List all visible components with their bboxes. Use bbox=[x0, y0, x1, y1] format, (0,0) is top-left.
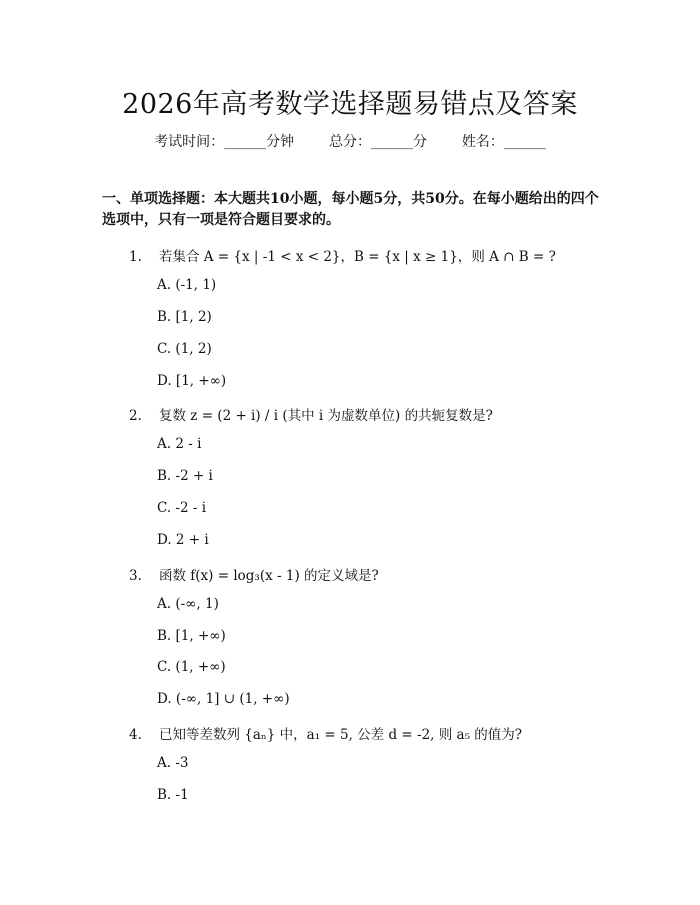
question-3-option-b: B. [1, +∞) bbox=[157, 628, 226, 644]
question-3-option-a: A. (-∞, 1) bbox=[157, 596, 219, 612]
question-3 bbox=[129, 564, 379, 584]
question-number: 4. bbox=[129, 727, 142, 743]
question-2-option-b: B. -2 + i bbox=[157, 468, 213, 484]
question-number: 1. bbox=[129, 249, 142, 265]
question-text: 函数 f(x) = log₃(x - 1) 的定义域是? bbox=[159, 568, 379, 584]
exam-time-field: 考试时间：______分钟 bbox=[154, 134, 295, 150]
student-name-field: 姓名：______ bbox=[461, 134, 546, 150]
question-4 bbox=[129, 723, 522, 743]
exam-info-line bbox=[0, 131, 700, 151]
question-text: 复数 z = (2 + i) / i (其中 i 为虚数单位) 的共轭复数是? bbox=[159, 408, 493, 424]
question-1-option-d: D. [1, +∞) bbox=[157, 373, 227, 389]
question-1-option-b: B. [1, 2) bbox=[157, 309, 212, 325]
question-1 bbox=[129, 245, 556, 265]
question-text: 若集合 A = {x | -1 < x < 2}，B = {x | x ≥ 1}，则 A ∩ B = ? bbox=[159, 249, 556, 265]
question-2 bbox=[129, 404, 493, 424]
question-3-option-d: D. (-∞, 1] ∪ (1, +∞) bbox=[157, 691, 290, 707]
question-2-option-c: C. -2 - i bbox=[157, 500, 207, 516]
question-2-option-d: D. 2 + i bbox=[157, 532, 209, 548]
question-text: 已知等差数列 {aₙ} 中，a₁ = 5, 公差 d = -2, 则 a₅ 的值为? bbox=[159, 727, 523, 743]
question-1-option-c: C. (1, 2) bbox=[157, 341, 212, 357]
total-score-field: 总分：______分 bbox=[329, 134, 427, 150]
page-title: 2026年高考数学选择题易错点及答案 bbox=[122, 89, 578, 120]
question-number: 2. bbox=[129, 408, 142, 424]
question-number: 3. bbox=[129, 568, 142, 584]
question-2-option-a: A. 2 - i bbox=[157, 436, 202, 452]
question-4-option-b: B. -1 bbox=[157, 787, 189, 803]
section-heading: 一、单项选择题：本大题共10小题，每小题5分，共50分。在每小题给出的四个选项中，只有一项是符合题目要求的。 bbox=[102, 191, 599, 228]
question-3-option-c: C. (1, +∞) bbox=[157, 659, 226, 675]
question-4-option-a: A. -3 bbox=[157, 755, 189, 771]
question-1-option-a: A. (-1, 1) bbox=[157, 277, 217, 293]
